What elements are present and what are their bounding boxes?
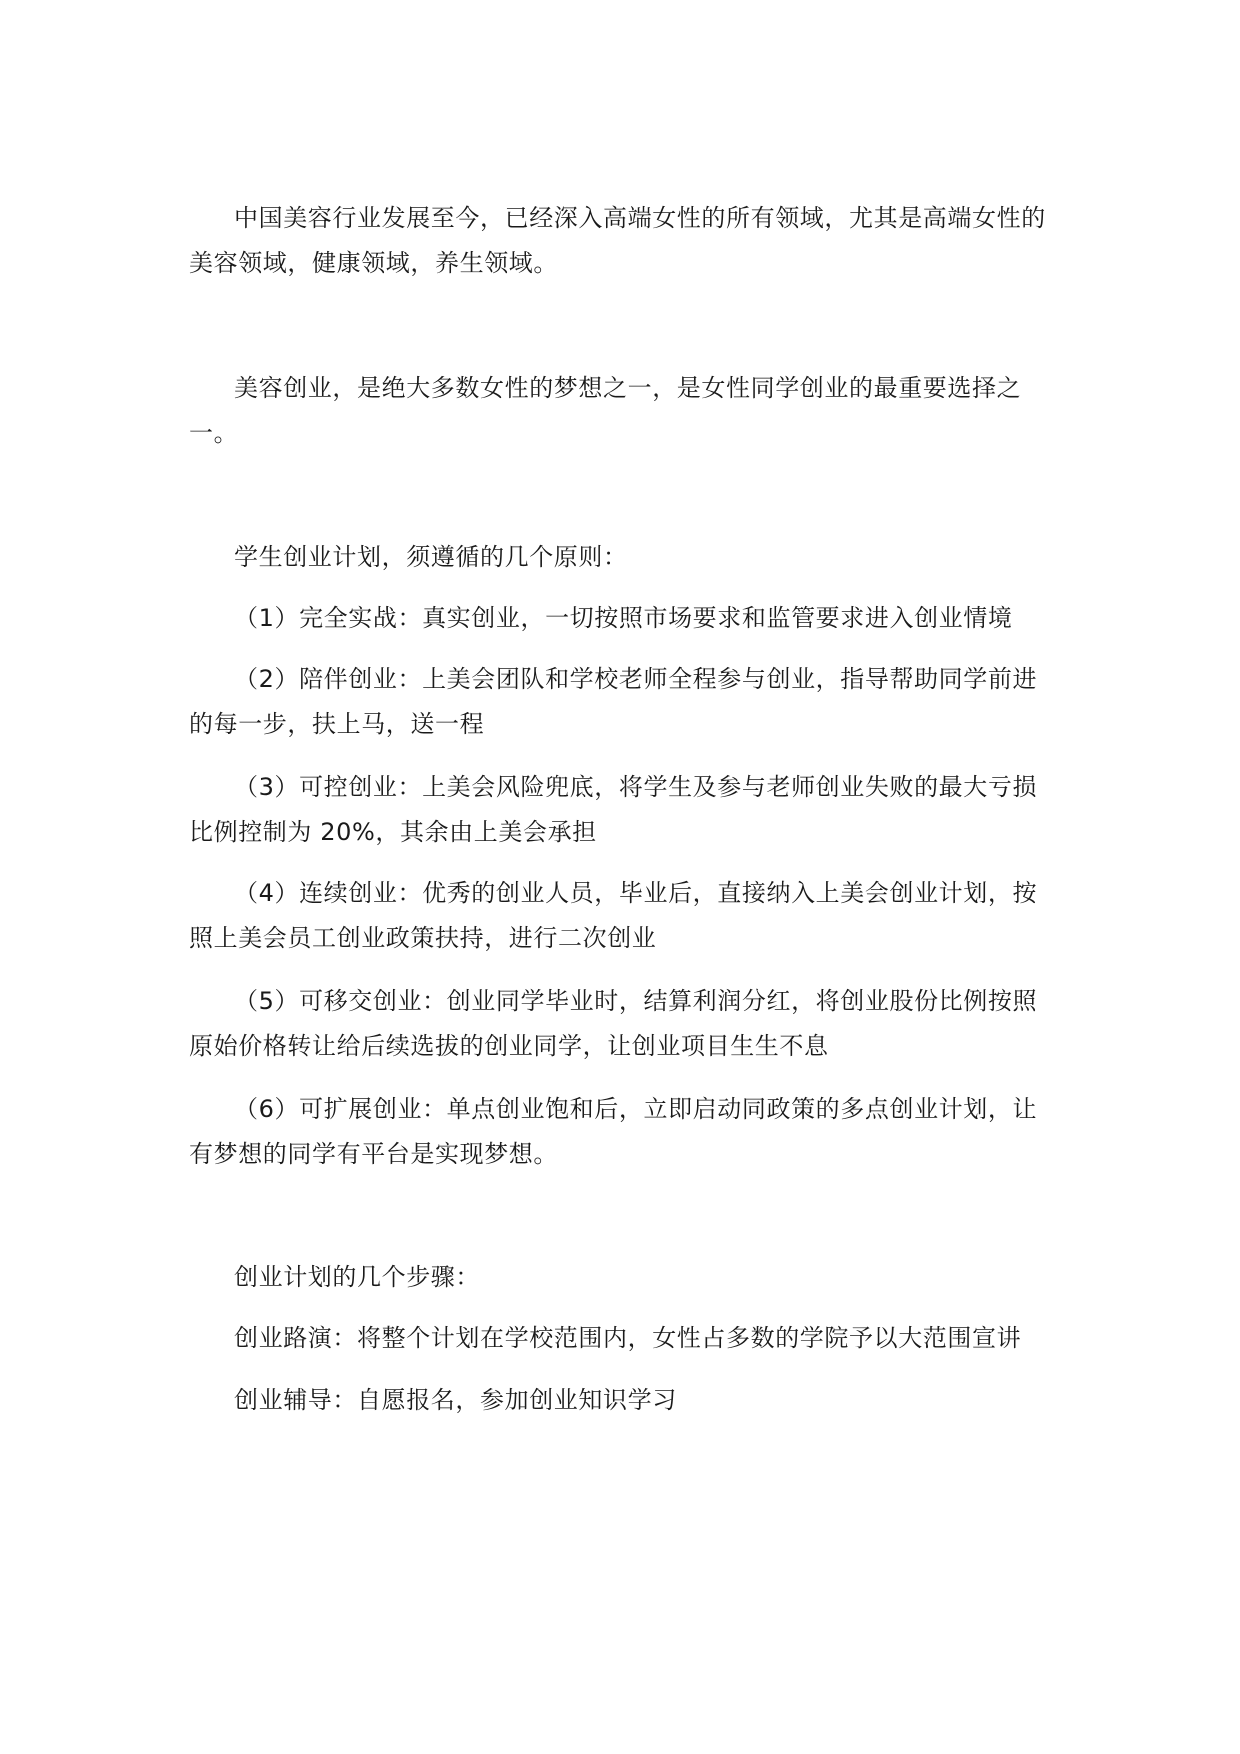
principle-item-5: （5）可移交创业：创业同学毕业时，结算利润分红，将创业股份比例按照原始价格转让给后续选拔的创业同学，让创业项目生生不息 bbox=[189, 987, 1038, 1060]
intro-paragraph-1: 中国美容行业发展至今，已经深入高端女性的所有领域，尤其是高端女性的美容领域，健康领域，养生领域。 bbox=[189, 204, 1046, 277]
principle-item-1: （1）完全实战：真实创业，一切按照市场要求和监管要求进入创业情境 bbox=[234, 604, 1013, 632]
step-item-1: 创业路演：将整个计划在学校范围内，女性占多数的学院予以大范围宣讲 bbox=[234, 1324, 1022, 1352]
principle-item-3: （3）可控创业：上美会风险兜底，将学生及参与老师创业失败的最大亏损比例控制为 20%，其余由上美会承担 bbox=[189, 773, 1038, 846]
principle-item-4: （4）连续创业：优秀的创业人员，毕业后，直接纳入上美会创业计划，按照上美会员工创业政策扶持，进行二次创业 bbox=[189, 879, 1038, 952]
steps-heading: 创业计划的几个步骤： bbox=[234, 1263, 480, 1291]
intro-paragraph-2: 美容创业，是绝大多数女性的梦想之一，是女性同学创业的最重要选择之一。 bbox=[189, 374, 1022, 447]
principle-item-6: （6）可扩展创业：单点创业饱和后，立即启动同政策的多点创业计划，让有梦想的同学有平台是实现梦想。 bbox=[189, 1095, 1038, 1168]
principle-item-2: （2）陪伴创业：上美会团队和学校老师全程参与创业，指导帮助同学前进的每一步，扶上马，送一程 bbox=[189, 665, 1038, 738]
step-item-2: 创业辅导：自愿报名，参加创业知识学习 bbox=[234, 1386, 677, 1414]
principles-heading: 学生创业计划，须遵循的几个原则： bbox=[234, 543, 628, 571]
